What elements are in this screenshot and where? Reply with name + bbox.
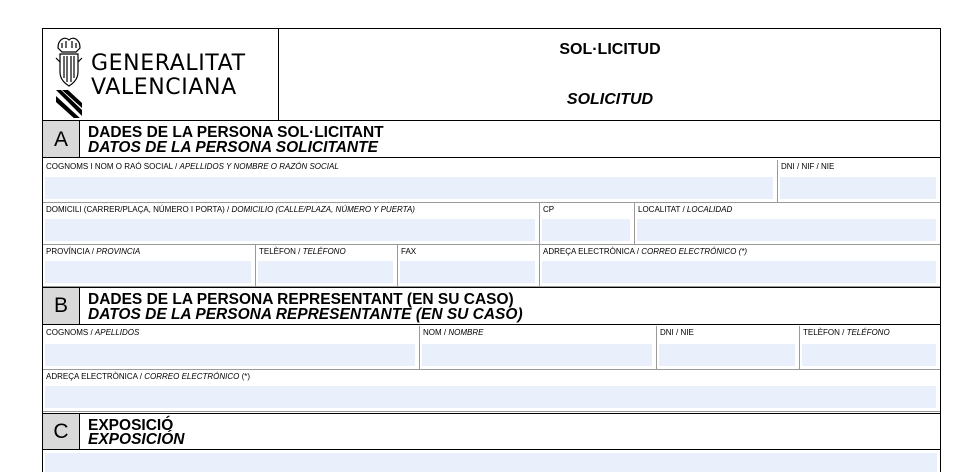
- field-telefon: [255, 245, 397, 287]
- exposicio-textarea[interactable]: [45, 453, 937, 472]
- cp-input[interactable]: [542, 219, 630, 241]
- field-label: LOCALITAT / LOCALIDAD: [638, 205, 733, 214]
- dni-input[interactable]: [780, 177, 936, 199]
- section-letter: A: [43, 121, 80, 157]
- field-nom: [419, 326, 656, 370]
- section-title-ca: DADES DE LA PERSONA REPRESENTANT (EN SU CASO): [88, 291, 514, 308]
- form-header: [43, 29, 940, 121]
- telefon-input[interactable]: [258, 261, 393, 283]
- application-form: [42, 28, 941, 472]
- section-title-es: EXPOSICIÓN: [88, 431, 185, 448]
- localitat-input[interactable]: [637, 219, 936, 241]
- field-fax: [397, 245, 539, 287]
- field-domicili: [43, 203, 539, 245]
- field-label: COGNOMS I NOM O RAÓ SOCIAL / APELLIDOS Y NOMBRE O RAZÓN SOCIAL: [46, 162, 339, 171]
- section-title-es: DATOS DE LA PERSONA SOLICITANTE: [88, 139, 378, 156]
- field-dni: [777, 160, 940, 203]
- form-title-es: SOLICITUD: [566, 91, 654, 108]
- cognoms-input[interactable]: [45, 344, 415, 366]
- field-label: NOM / NOMBRE: [423, 328, 484, 337]
- nom-input[interactable]: [422, 344, 652, 366]
- provincia-input[interactable]: [45, 261, 251, 283]
- telefon-representant-input[interactable]: [802, 344, 936, 366]
- cognoms-nom-input[interactable]: [45, 177, 773, 199]
- field-label: ADREÇA ELECTRÒNICA / CORREO ELECTRÓNICO (*): [543, 247, 748, 256]
- field-label: CP: [543, 205, 555, 214]
- dni-representant-input[interactable]: [659, 344, 795, 366]
- field-label: DOMICILI (CARRER/PLAÇA, NÚMERO I PORTA) / DOMICILIO (CALLE/PLAZA, NÚMERO Y PUERTA): [46, 205, 415, 214]
- form-title-ca: SOL·LICITUD: [559, 41, 661, 58]
- email-representant-input[interactable]: [45, 386, 936, 408]
- section-title-es: DATOS DE LA PERSONA REPRESENTANTE (EN SU CASO): [88, 306, 523, 323]
- field-email: [539, 245, 940, 287]
- email-input[interactable]: [542, 261, 936, 283]
- field-label: FAX: [401, 247, 417, 256]
- section-a-header: [43, 121, 940, 158]
- section-letter: B: [43, 288, 80, 324]
- domicili-input[interactable]: [45, 219, 535, 241]
- field-label: ADREÇA ELECTRÒNICA / CORREO ELECTRÓNICO (*): [46, 372, 251, 381]
- field-cp: [539, 203, 634, 245]
- field-label: PROVÍNCIA / PROVINCIA: [46, 247, 141, 256]
- logo-text-line2: VALENCIANA: [91, 75, 237, 100]
- field-provincia: [43, 245, 255, 287]
- section-b-header: [43, 287, 940, 325]
- field-label: COGNOMS / APELLIDOS: [46, 328, 140, 337]
- field-dni-representant: [656, 326, 799, 370]
- section-c-header: [43, 413, 940, 450]
- coat-of-arms-icon: [52, 34, 86, 118]
- logo-text-line1: GENERALITAT: [91, 51, 246, 76]
- field-cognoms-nom: [43, 160, 777, 203]
- field-label: TELÈFON / TELÉFONO: [259, 247, 346, 256]
- fax-input[interactable]: [400, 261, 535, 283]
- section-title-ca: EXPOSICIÓ: [88, 417, 174, 434]
- field-label: DNI / NIE: [660, 328, 694, 337]
- logo-block: [43, 29, 279, 121]
- field-localitat: [634, 203, 940, 245]
- section-letter: C: [43, 414, 80, 449]
- field-telefon-representant: [799, 326, 940, 370]
- section-title-ca: DADES DE LA PERSONA SOL·LICITANT: [88, 124, 384, 141]
- field-label: TELÈFON / TELÉFONO: [803, 328, 890, 337]
- field-cognoms: [43, 326, 419, 370]
- field-email-representant: [43, 370, 940, 412]
- field-label: DNI / NIF / NIE: [781, 162, 835, 171]
